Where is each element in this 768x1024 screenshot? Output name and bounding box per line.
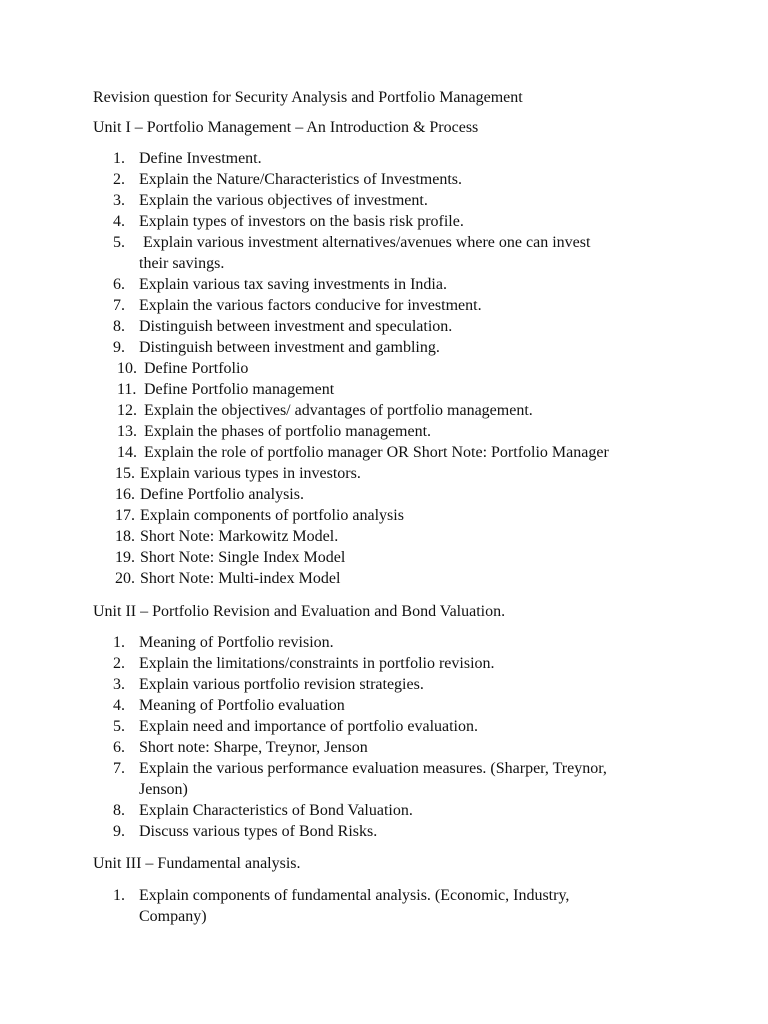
item-number: 9. bbox=[113, 339, 125, 356]
item-number: 8. bbox=[113, 802, 125, 819]
item-number: 18. bbox=[115, 528, 135, 545]
item-number: 3. bbox=[113, 192, 125, 209]
document-title: Revision question for Security Analysis and Portfolio Management bbox=[93, 89, 523, 106]
item-number: 13. bbox=[117, 423, 137, 440]
item-text: Explain the various factors conducive for investment. bbox=[139, 297, 482, 314]
item-number: 7. bbox=[113, 297, 125, 314]
item-text: Explain components of portfolio analysis bbox=[140, 507, 404, 524]
item-text: Define Portfolio analysis. bbox=[140, 486, 304, 503]
item-number: 2. bbox=[113, 655, 125, 672]
item-number: 3. bbox=[113, 676, 125, 693]
item-text: Distinguish between investment and speculation. bbox=[139, 318, 453, 335]
item-text: Define Portfolio management bbox=[144, 381, 335, 398]
unit-1-heading: Unit I – Portfolio Management – An Introduction & Process bbox=[93, 119, 479, 136]
item-text-continued: their savings. bbox=[139, 255, 225, 272]
item-text: Meaning of Portfolio revision. bbox=[139, 634, 334, 651]
item-number: 20. bbox=[115, 570, 135, 587]
item-text: Explain components of fundamental analysis. (Economic, Industry, bbox=[139, 887, 570, 904]
item-number: 10. bbox=[117, 360, 137, 377]
item-text: Explain the role of portfolio manager OR Short Note: Portfolio Manager bbox=[144, 444, 609, 461]
item-text: Define Portfolio bbox=[144, 360, 249, 377]
item-number: 14. bbox=[117, 444, 137, 461]
item-number: 19. bbox=[115, 549, 135, 566]
item-text: Explain the various performance evaluation measures. (Sharper, Treynor, bbox=[139, 760, 607, 777]
item-text: Define Investment. bbox=[139, 150, 262, 167]
item-number: 1. bbox=[113, 634, 125, 651]
item-number: 16. bbox=[115, 486, 135, 503]
item-text-continued: Jenson) bbox=[139, 781, 188, 798]
item-number: 5. bbox=[113, 718, 125, 735]
item-text: Discuss various types of Bond Risks. bbox=[139, 823, 378, 840]
unit-3-heading: Unit III – Fundamental analysis. bbox=[93, 855, 301, 872]
item-text: Short Note: Markowitz Model. bbox=[140, 528, 339, 545]
item-text: Explain Characteristics of Bond Valuation. bbox=[139, 802, 413, 819]
item-text-continued: Company) bbox=[139, 908, 207, 925]
item-number: 7. bbox=[113, 760, 125, 777]
item-text: Explain various investment alternatives/avenues where one can invest bbox=[139, 234, 591, 251]
item-text: Explain various tax saving investments in India. bbox=[139, 276, 447, 293]
item-number: 6. bbox=[113, 276, 125, 293]
item-text: Explain various types in investors. bbox=[140, 465, 361, 482]
unit-2-heading: Unit II – Portfolio Revision and Evaluation and Bond Valuation. bbox=[93, 603, 506, 620]
item-number: 4. bbox=[113, 213, 125, 230]
item-number: 4. bbox=[113, 697, 125, 714]
item-text: Meaning of Portfolio evaluation bbox=[139, 697, 345, 714]
item-text: Explain the phases of portfolio management. bbox=[144, 423, 432, 440]
item-number: 2. bbox=[113, 171, 125, 188]
item-number: 1. bbox=[113, 150, 125, 167]
item-number: 11. bbox=[117, 381, 137, 398]
item-number: 9. bbox=[113, 823, 125, 840]
item-number: 12. bbox=[117, 402, 137, 419]
item-text: Short Note: Single Index Model bbox=[140, 549, 346, 566]
item-text: Short note: Sharpe, Treynor, Jenson bbox=[139, 739, 368, 756]
item-text: Explain the Nature/Characteristics of Investments. bbox=[139, 171, 463, 188]
item-number: 15. bbox=[115, 465, 135, 482]
item-text: Explain various portfolio revision strategies. bbox=[139, 676, 424, 693]
item-number: 1. bbox=[113, 887, 125, 904]
item-number: 8. bbox=[113, 318, 125, 335]
item-text: Short Note: Multi-index Model bbox=[140, 570, 341, 587]
item-number: 5. bbox=[113, 234, 125, 251]
item-text: Explain need and importance of portfolio evaluation. bbox=[139, 718, 478, 735]
item-number: 17. bbox=[115, 507, 135, 524]
item-text: Explain types of investors on the basis risk profile. bbox=[139, 213, 464, 230]
item-number: 6. bbox=[113, 739, 125, 756]
item-text: Distinguish between investment and gambling. bbox=[139, 339, 440, 356]
item-text: Explain the limitations/constraints in portfolio revision. bbox=[139, 655, 495, 672]
item-text: Explain the various objectives of investment. bbox=[139, 192, 428, 209]
item-text: Explain the objectives/ advantages of portfolio management. bbox=[144, 402, 533, 419]
